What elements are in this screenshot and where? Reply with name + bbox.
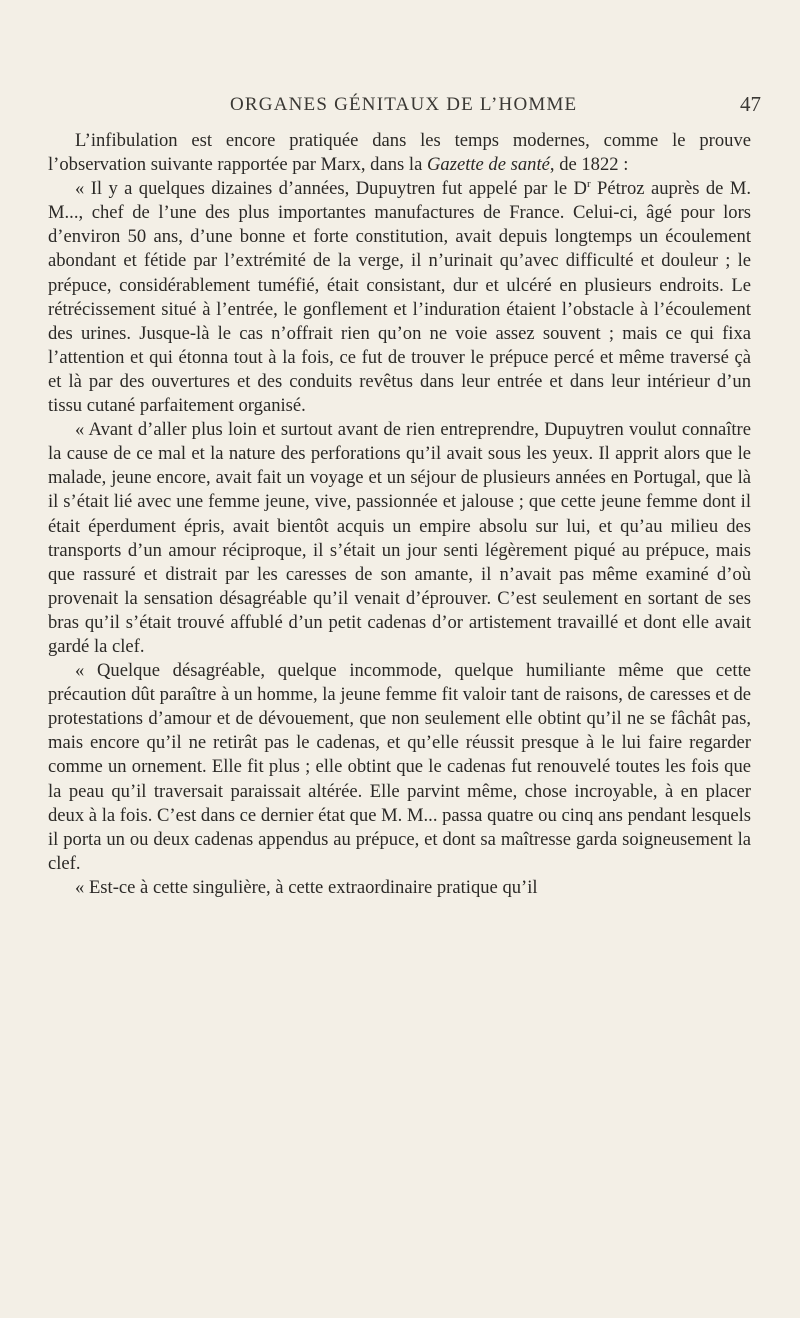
body-text (48, 129, 751, 900)
paragraph-1-text-end: , de 1822 : (549, 154, 629, 176)
running-head (0, 94, 800, 118)
paragraph-1 (48, 129, 751, 177)
paragraph-5: « Est-ce à cette singulière, à cette extraordinaire pratique qu’il (75, 876, 538, 898)
paragraph-1-text: L’infibulation est encore pratiquée dans les temps modernes, comme le prouve l’observation suivante rapportée par Marx, dans la (48, 130, 751, 176)
running-title: ORGANES GÉNITAUX DE L’HOMME (230, 94, 578, 115)
doctor-abbrev-sup: r (586, 178, 591, 190)
paragraph-4: « Quelque désagréable, quelque incommode, quelque humiliante même que cette précaution dût paraître à un homme, la jeune femme fit valoir tant de raisons, de caresses et de protestations d’amour et de dévouement, que non seulement elle obtint qu’il ne se fâchât pas, mais encore qu’il ne retirât pas le cadenas, et qu’elle réussit presque à le lui faire regarder comme un ornement. Elle fit plus ; elle obtint que le cadenas fut renouvelé toutes les fois que la peau qu’il traversait paraissait altérée. Elle parvint même, chose incroyable, à en placer deux à la fois. C’est dans ce dernier état que M. M... passa quatre ou cinq ans pendant lesquels il porta un ou deux cadenas appendus au prépuce, et dont sa maîtresse garda soigneusement la clef. (48, 660, 751, 874)
page-number: 47 (740, 92, 761, 116)
journal-title: Gazette de santé (426, 154, 550, 176)
paragraph-2 (48, 177, 751, 418)
paragraph-2-text-end: Pétroz auprès de M. M..., chef de l’une des plus importantes manufactures de France. Celui-ci, âgé pour lors d’environ 50 ans, d’une bonne et forte constitution, avait depuis longtemps un écoulement abondant et fétide par l’extrémité de la verge, il n’urinait qu’avec difficulté et douleur ; le prépuce, considérablement tuméfié, était consistant, dur et ulcéré en plusieurs endroits. Le rétrécissement situé à l’entrée, le gonflement et l’induration étaient l’obstacle à l’écoulement des urines. Jusque-là le cas n’offrait rien qu’on ne voie assez souvent ; mais ce qui fixa l’attention et qui étonna tout à la fois, ce fut de trouver le prépuce percé et même traversé çà et là par des ouvertures et des conduits revêtus dans leur entrée et dans leur intérieur d’un tissu cutané parfaitement organisé. (48, 178, 751, 417)
paragraph-2-text: « Il y a quelques dizaines d’années, Dupuytren fut appelé par le D (75, 178, 587, 200)
paragraph-3: « Avant d’aller plus loin et surtout avant de rien entreprendre, Dupuytren voulut connaître la cause de ce mal et la nature des perforations qu’il avait sous les yeux. Il apprit alors que le malade, jeune encore, avait fait un voyage et un séjour de plusieurs années en Portugal, que là il s’était lié avec une femme jeune, vive, passionnée et jalouse ; que cette jeune femme dont il était éperdument épris, avait bientôt acquis un empire absolu sur lui, et qu’au milieu des transports d’un amour réciproque, il s’était un jour senti légèrement piqué au prépuce, mais que rassuré et distrait par les caresses de son amante, il n’avait pas même examiné d’où provenait la sensation désagréable qu’il venait d’éprouver. C’est seulement en sortant de ses bras qu’il s’était trouvé affublé d’un petit cadenas d’or artistement travaillé et dont elle avait gardé la clef. (48, 419, 751, 657)
